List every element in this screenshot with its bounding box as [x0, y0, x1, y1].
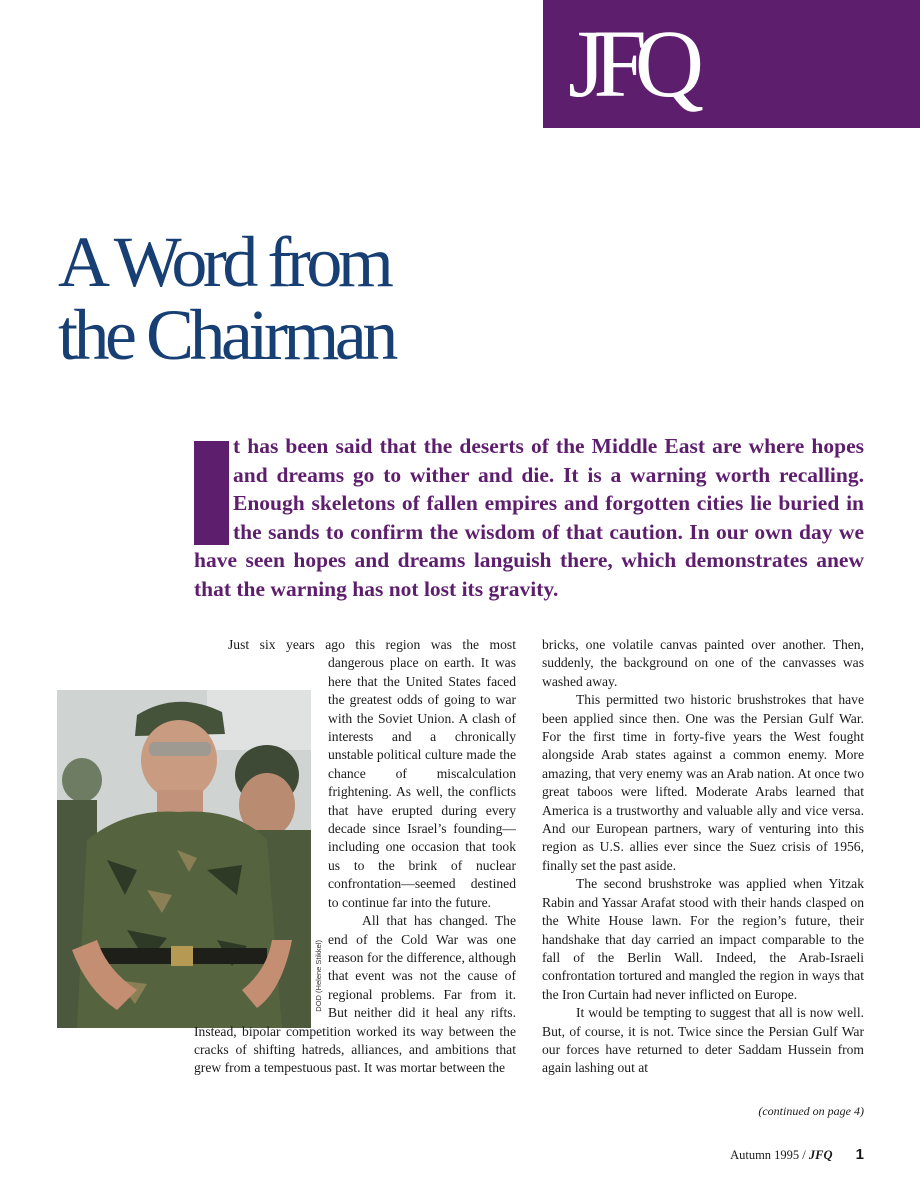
footer-separator: /: [802, 1148, 806, 1162]
page-number: 1: [855, 1146, 864, 1163]
continued-note: (continued on page 4): [758, 1104, 864, 1118]
photo-credit: DOD (Helene Stikkel): [314, 940, 323, 1012]
footer-issue: Autumn 1995: [730, 1148, 800, 1162]
col2-paragraph-3: It would be tempting to suggest that all is now well. But, of course, it is not. Twice since the Persian Gulf War our forces have returned to deter Saddam Hussein from again lashing out at: [542, 1005, 864, 1076]
col1-paragraph-1: Just six years ago this region was the most dangerous place on earth. It was here that the United States faced the greatest odds of going to war with the Soviet Union. A clash of interests and a chronically unstable political culture made the chance of miscalculation frightening. As well, the conflicts that have erupted during every decade since Israel’s founding—including one occasion that took us to the brink of nuclear confrontation—seemed destined to continue far into the future.: [228, 637, 516, 910]
footer-journal: JFQ: [808, 1148, 833, 1162]
title-line-1: A Word from: [58, 222, 390, 302]
col1-paragraph-2: All that has changed. The end of the Cold War was one reason for the difference, although that event was not the cause of regional problems. Far from it. But neither did it heal any rifts. Instead, bipolar competition worked its way between the cracks of shifting hatreds, alliances, and ambitions that grew from a tempestuous past. It was mortar between the: [194, 913, 516, 1076]
page-footer: [730, 1146, 864, 1163]
intro-paragraph: [194, 432, 864, 604]
title-line-2: the Chairman: [58, 295, 394, 375]
body-column-2: [542, 636, 864, 1078]
col2-continuation: bricks, one volatile canvas painted over another. Then, suddenly, the background on one of the canvasses was washed away.: [542, 637, 864, 689]
intro-text: t has been said that the deserts of the Middle East are where hopes and dreams go to wither and die. It is a warning worth recalling. Enough skeletons of fallen empires and forgotten cities lie buried in the sands to confirm the wisdom of that caution. In our own day we have seen hopes and dreams languish there, which demonstrates anew that the warning has not lost its gravity.: [194, 434, 864, 601]
jfq-logo: JFQ: [568, 10, 693, 117]
col2-paragraph-2: The second brushstroke was applied when Yitzak Rabin and Yassar Arafat stood with their hands clasped on the White House lawn. For the region’s future, their handshake that day carried an impact comparable to the fall of the Berlin Wall. Indeed, the Arab-Israeli confrontation tortured and mangled the region in ways that the Iron Curtain had never inflicted on Europe.: [542, 876, 864, 1002]
drop-cap: [194, 441, 229, 545]
col2-paragraph-1: This permitted two historic brushstrokes that have been applied since then. One was the Persian Gulf War. For the first time in forty-five years the West fought alongside Arab states against a common enemy. More amazing, that very enemy was an Arab nation. At once two great taboos were lifted. Moderate Arabs learned that America is a trustworthy and valuable ally and vice versa. And our European partners, wary of venturing into this region as U.S. allies ever since the Suez crisis of 1956, finally set the past aside.: [542, 692, 864, 873]
page-title: [58, 222, 394, 375]
body-column-1: [194, 636, 516, 1078]
